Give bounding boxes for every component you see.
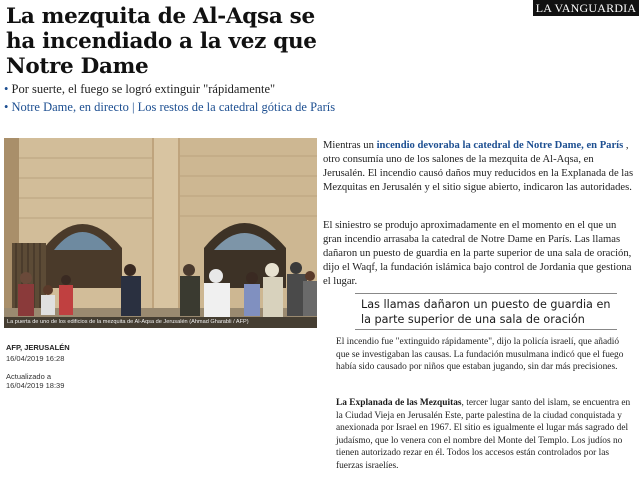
pull-quote: Las llamas dañaron un puesto de guardia en la parte superior de una sala de oración — [355, 293, 617, 330]
updated-label: Actualizado a — [6, 372, 52, 381]
paragraph-text: , tercer lugar santo del islam, se encuentra en la Ciudad Vieja en Jerusalén Este, parte palestina de la ciudad conquistada y anexionada por Israel en 1967. El sitio es igualmente el lugar más sagrado del judaísmo, que lo venera con el nombre del Monte del Templo. Los judíos no tienen autorizado rezar en él. Todos los accesos están controlados por las fuerzas israelíes. — [336, 398, 631, 471]
article-photo[interactable] — [4, 138, 317, 328]
byline-source: AFP, JERUSALÉN — [6, 343, 70, 352]
bullet-icon: • — [4, 100, 9, 114]
related-link-notre-dame-live[interactable]: Notre Dame, en directo — [11, 100, 129, 114]
subhead-text: Por suerte, el fuego se logró extinguir "rápidamente" — [11, 82, 276, 96]
article-paragraph-3: El incendio fue "extinguido rápidamente", dijo la policía israelí, que añadió que se investigaban las causas. La fundación musulmana indicó que el fuego había sido causado por niños que estaban jugando, sin dar más precisiones. — [336, 337, 624, 372]
notre-dame-fire-link[interactable]: incendio devoraba la catedral de Notre Dame, en París — [376, 140, 624, 151]
related-link-cathedral-remains[interactable]: Los restos de la catedral gótica de París — [137, 100, 336, 114]
paragraph-bold-lead: La Explanada de las Mezquitas — [336, 398, 462, 408]
related-links — [4, 99, 335, 115]
brand-logo[interactable]: LA VANGUARDIA — [533, 0, 639, 16]
article-paragraph-2: El siniestro se produjo aproximadamente en el momento en el que un gran incendio arrasaba la catedral de Notre Dame en París. Las llamas dañaron un puesto de guardia en la parte superior de una sala de oración, dijo el Waqf, la fundación islámica bajo control de Jordania que gestiona el lugar. — [323, 220, 632, 287]
subhead — [4, 81, 275, 97]
bullet-icon: • — [4, 82, 9, 96]
updated-date: 16/04/2019 18:39 — [6, 381, 65, 390]
paragraph-text: Mientras un — [323, 140, 377, 151]
mosque-photo-illustration — [4, 138, 317, 328]
article-headline: La mezquita de Al-Aqsa se ha incendiado a la vez que Notre Dame — [6, 4, 317, 79]
article-paragraph-1 — [323, 139, 635, 195]
photo-caption: La puerta de uno de los edificios de la mezquita de Al-Aqsa de Jerusalén (Ahmad Gharabli / AFP) — [4, 317, 317, 328]
publish-date: 16/04/2019 16:28 — [6, 354, 65, 363]
article-paragraph-4 — [336, 397, 632, 472]
related-separator: | — [131, 100, 135, 114]
paragraph-text: , otro consumía uno de los salones de la mezquita de Al-Aqsa, en Jerusalén. El incendio causó daños muy reducidos en la Explanada de las Mezquitas en Jerusalén y el sitio sigue abierto, indicaron las autoridades. — [323, 140, 634, 193]
